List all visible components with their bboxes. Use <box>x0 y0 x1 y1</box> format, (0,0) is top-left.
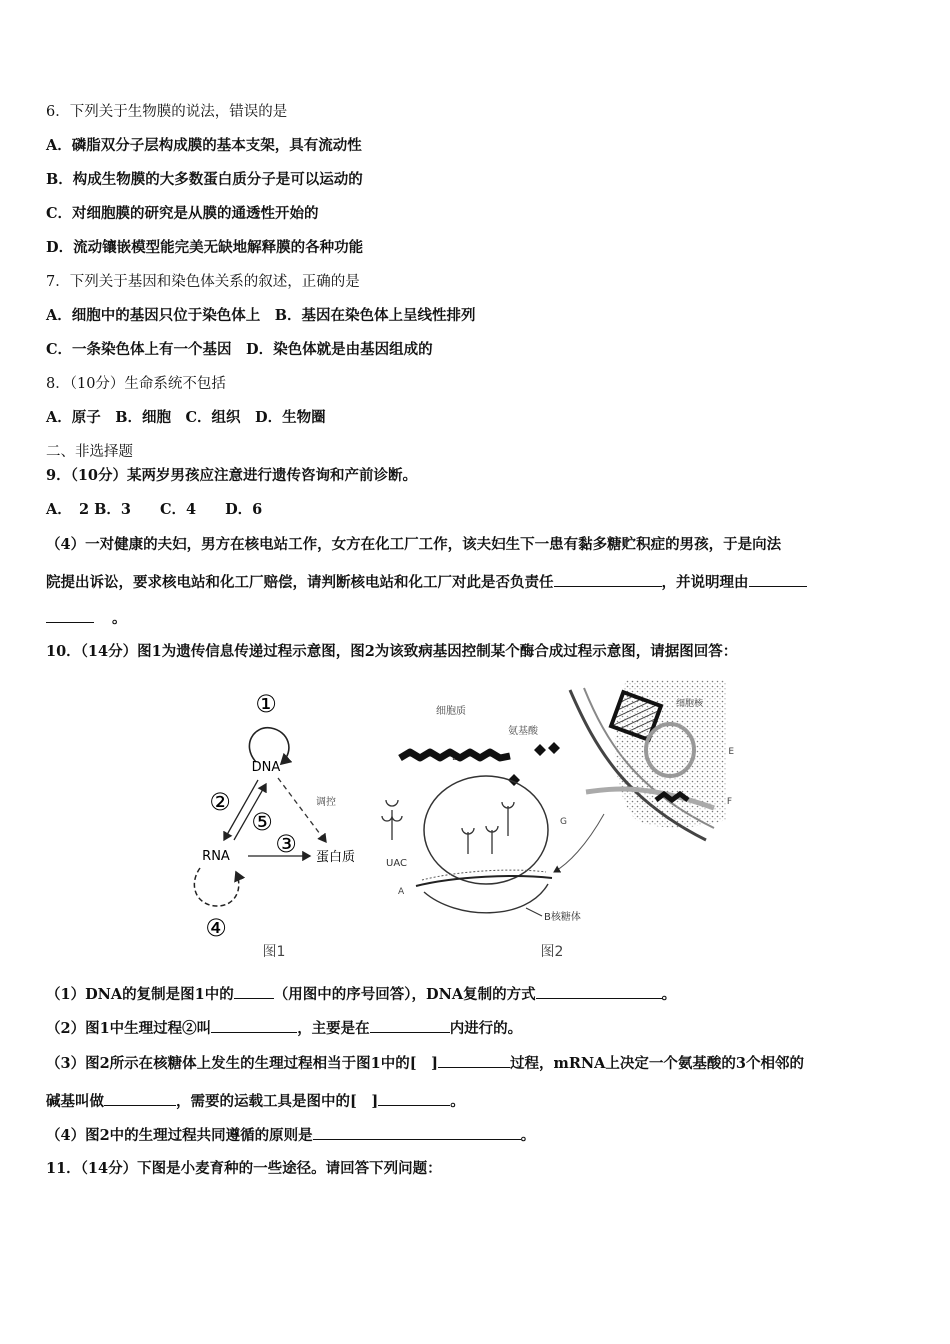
mrna-bases <box>422 870 546 880</box>
section-heading: 二、非选择题 <box>46 444 133 460</box>
label-d: D <box>452 753 459 763</box>
q9-part4-line3 <box>46 608 127 629</box>
q7-options-ab: A．细胞中的基因只位于染色体上 B．基因在染色体上呈线性排列 <box>46 307 476 324</box>
q8-options: A．原子 B．细胞 C．组织 D．生物圈 <box>46 409 326 426</box>
ribosome-small-subunit <box>424 884 548 913</box>
q10-part4-text-b: 。 <box>520 1127 536 1144</box>
ribosome-pointer <box>526 908 542 916</box>
figure-1 <box>194 690 355 960</box>
q10-part2-text-b: ，主要是在 <box>297 1020 370 1037</box>
q9-options: A． 2 B．3 C．4 D．6 <box>46 501 263 518</box>
amino-acid-blobs <box>508 742 560 786</box>
trna-molecules <box>382 800 514 854</box>
answer-blank[interactable] <box>46 608 94 623</box>
q10-part3-line2 <box>46 1091 465 1112</box>
label-step-2: ② <box>209 788 231 816</box>
answer-blank[interactable] <box>554 572 662 587</box>
label-cytoplasm: 细胞质 <box>436 706 466 717</box>
q6-stem: 6．下列关于生物膜的说法，错误的是 <box>46 104 288 120</box>
replication-loop-arrow <box>249 728 289 764</box>
answer-blank[interactable] <box>313 1125 521 1140</box>
q10-part3-text-a: （3）图2所示在核糖体上发生的生理过程相当于图1中的[ ] <box>46 1055 438 1072</box>
q9-stem: 9．（10分）某两岁男孩应注意进行遗传咨询和产前诊断。 <box>46 467 418 484</box>
q10-part1-text-b: （用图中的序号回答），DNA复制的方式 <box>273 986 536 1003</box>
q10-part1-text-a: （1）DNA的复制是图1中的 <box>46 986 234 1003</box>
polypeptide-chain <box>400 752 510 758</box>
figure-2 <box>382 680 734 960</box>
q10-part2-text-a: （2）图1中生理过程②叫 <box>46 1020 212 1037</box>
q10-part3-text-b: 过程，mRNA上决定一个氨基酸的3个相邻的 <box>510 1055 804 1072</box>
q6-option-c: C．对细胞膜的研究是从膜的通透性开始的 <box>46 205 319 222</box>
label-nucleus: 细胞核 <box>676 699 704 709</box>
q10-part4-text-a: （4）图2中的生理过程共同遵循的原则是 <box>46 1127 313 1144</box>
label-f: F <box>726 797 732 807</box>
label-step-1: ① <box>255 690 277 718</box>
q9-part4-text-a: 院提出诉讼，要求核电站和化工厂赔偿，请判断核电站和化工厂对此是否负责任 <box>46 574 554 591</box>
label-codon: UAC <box>386 858 407 869</box>
answer-blank[interactable] <box>438 1053 510 1068</box>
q10-part3-text-c: 碱基叫做 <box>46 1093 104 1110</box>
q8-stem: 8．（10分）生命系统不包括 <box>46 376 226 392</box>
q6-option-d: D．流动镶嵌模型能完美无缺地解释膜的各种功能 <box>46 239 364 256</box>
q10-part3-text-d: ，需要的运载工具是图中的[ ] <box>176 1093 379 1110</box>
q11-stem: 11．（14分）下图是小麦育种的一些途径。请回答下列问题： <box>46 1160 442 1177</box>
q6-option-b: B．构成生物膜的大多数蛋白质分子是可以运动的 <box>46 171 363 188</box>
answer-blank[interactable] <box>234 984 274 999</box>
label-e: E <box>728 747 734 757</box>
q9-part4-text-b: ，并说明理由 <box>661 574 749 591</box>
q10-stem: 10．（14分）图1为遗传信息传递过程示意图，图2为该致病基因控制某个酶合成过程示意图，请据图回答： <box>46 643 738 660</box>
label-step-3: ③ <box>275 830 297 858</box>
label-protein: 蛋白质 <box>316 850 356 865</box>
q10-part2 <box>46 1018 522 1039</box>
answer-blank[interactable] <box>536 984 662 999</box>
q9-part4-line2 <box>46 572 807 593</box>
q7-options-cd: C．一条染色体上有一个基因 D．染色体就是由基因组成的 <box>46 341 433 358</box>
figure-1-caption: 图1 <box>262 944 286 960</box>
q9-part4-end: 。 <box>112 610 127 627</box>
q10-figures <box>186 680 734 970</box>
q7-stem: 7．下列关于基因和染色体关系的叙述，正确的是 <box>46 274 360 290</box>
label-rna: RNA <box>202 849 230 864</box>
answer-blank[interactable] <box>378 1091 450 1106</box>
answer-blank[interactable] <box>749 572 807 587</box>
q10-part4 <box>46 1125 535 1146</box>
label-g: G <box>560 817 567 827</box>
q10-part2-text-c: 内进行的。 <box>449 1020 523 1037</box>
q6-option-a: A．磷脂双分子层构成膜的基本支架，具有流动性 <box>46 137 362 154</box>
ribosome-large-subunit <box>424 776 548 884</box>
label-dna: DNA <box>251 760 281 775</box>
q10-part3-text-e: 。 <box>450 1093 465 1110</box>
q10-part1 <box>46 984 676 1005</box>
label-regulate: 调控 <box>316 797 336 808</box>
q9-part4-line1: （4）一对健康的夫妇，男方在核电站工作，女方在化工厂工作，该夫妇生下一患有黏多糖贮积症的男孩，于是向法 <box>46 536 782 553</box>
q10-part1-text-c: 。 <box>661 986 677 1003</box>
label-step-4: ④ <box>205 914 227 942</box>
answer-blank[interactable] <box>370 1018 450 1033</box>
label-amino-acid: 氨基酸 <box>508 726 538 737</box>
rna-replication-loop-arrow <box>194 868 238 906</box>
label-step-5: ⑤ <box>251 808 273 836</box>
label-a: A <box>398 887 405 897</box>
q10-part3-line1 <box>46 1053 804 1074</box>
answer-blank[interactable] <box>211 1018 297 1033</box>
figure-2-caption: 图2 <box>540 944 564 960</box>
answer-blank[interactable] <box>104 1091 176 1106</box>
label-ribosome: B核糖体 <box>544 912 581 923</box>
